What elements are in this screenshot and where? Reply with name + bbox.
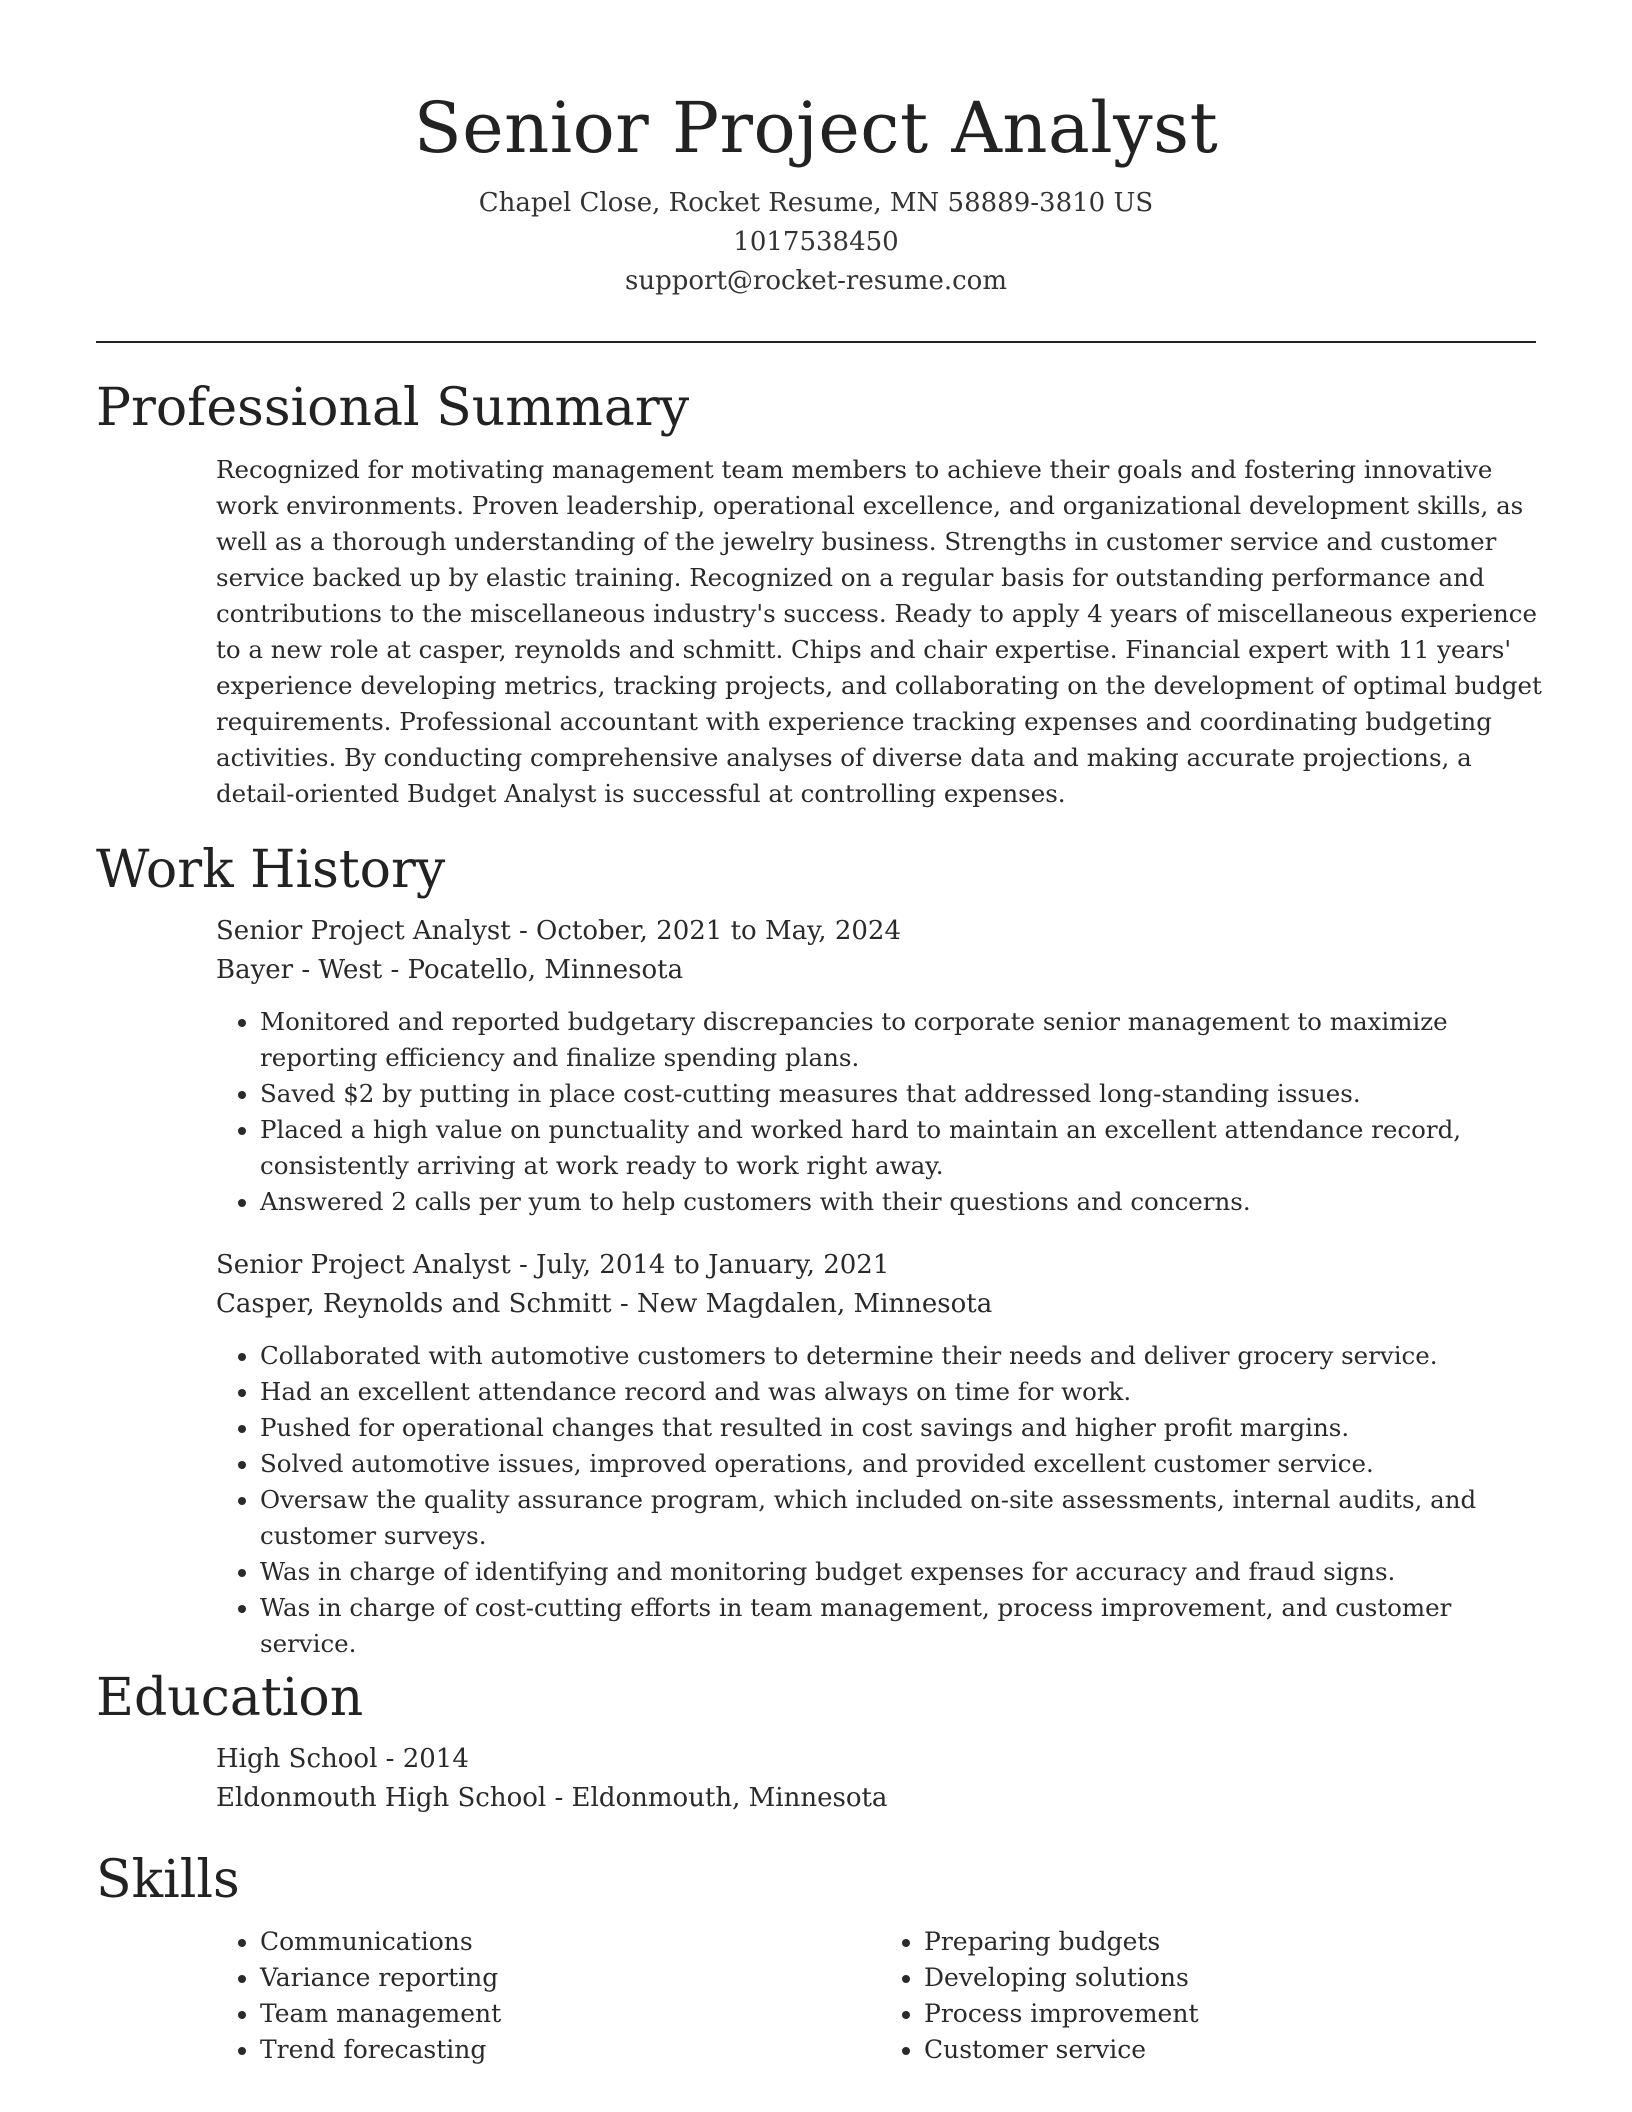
- skills-columns: [216, 1924, 1544, 2068]
- skill-item: • Communications: [260, 1924, 880, 1960]
- skill-item: • Customer service: [924, 2032, 1544, 2068]
- job-bullet: • Was in charge of cost-cutting efforts in team management, process improvement, and customer service.: [260, 1590, 1544, 1662]
- skills-section: [96, 1848, 1536, 2068]
- work-history-section: [96, 838, 1536, 1662]
- education-degree-year: High School - 2014: [216, 1744, 469, 1774]
- header-divider: [96, 341, 1536, 343]
- skill-item: • Developing solutions: [924, 1960, 1544, 1996]
- contact-email: support@rocket-resume.com: [624, 266, 1007, 296]
- contact-address: Chapel Close, Rocket Resume, MN 58889-3810 US: [478, 188, 1154, 218]
- summary-section: [96, 376, 1542, 812]
- skill-item: • Process improvement: [924, 1996, 1544, 2032]
- job-bullet: • Had an excellent attendance record and was always on time for work.: [260, 1374, 1544, 1410]
- skill-item: • Team management: [260, 1996, 880, 2032]
- education-section: [96, 1666, 1536, 1818]
- education-school-location: Eldonmouth High School - Eldonmouth, Minnesota: [216, 1783, 888, 1813]
- contact-phone: 1017538450: [733, 227, 899, 257]
- job-bullet: • Monitored and reported budgetary discrepancies to corporate senior management to maximize reporting efficiency and finalize spending plans.: [260, 1004, 1544, 1076]
- job-entry: [216, 912, 1544, 1220]
- skills-heading: Skills: [96, 1850, 240, 1910]
- work-history-heading: Work History: [96, 840, 446, 900]
- summary-heading: Professional Summary: [96, 378, 690, 438]
- skill-item: • Variance reporting: [260, 1960, 880, 1996]
- contact-block: [0, 184, 1632, 301]
- job-bullet: • Was in charge of identifying and monitoring budget expenses for accuracy and fraud signs.: [260, 1554, 1544, 1590]
- job-bullet: • Answered 2 calls per yum to help customers with their questions and concerns.: [260, 1184, 1544, 1220]
- skill-item: • Preparing budgets: [924, 1924, 1544, 1960]
- job-bullet: • Oversaw the quality assurance program, which included on-site assessments, internal audits, and customer surveys.: [260, 1482, 1544, 1554]
- resume-header: [0, 0, 1632, 301]
- job-bullets: [216, 1004, 1544, 1220]
- summary-text: Recognized for motivating management team members to achieve their goals and fostering innovative work environments. Proven leadership, operational excellence, and organizational development skills, as well as a thorough understanding of the jewelry business. Strengths in customer service and customer service backed up by elastic training. Recognized on a regular basis for outstanding performance and contributions to the miscellaneous industry's success. Ready to apply 4 years of miscellaneous experience to a new role at casper, reynolds and schmitt. Chips and chair expertise. Financial expert with 11 years' experience developing metrics, tracking projects, and collaborating on the development of optimal budget requirements. Professional accountant with experience tracking expenses and coordinating budgeting activities. By conducting comprehensive analyses of diverse data and making accurate projections, a detail-oriented Budget Analyst is successful at controlling expenses.: [216, 455, 1542, 808]
- job-entry: [216, 1246, 1544, 1662]
- job-bullet: • Solved automotive issues, improved operations, and provided excellent customer service.: [260, 1446, 1544, 1482]
- job-title-dates: Senior Project Analyst - July, 2014 to January, 2021: [216, 1250, 890, 1280]
- skills-list-left: [216, 1924, 880, 2068]
- job-company-location: Casper, Reynolds and Schmitt - New Magdalen, Minnesota: [216, 1289, 993, 1319]
- job-bullets: [216, 1338, 1544, 1662]
- job-bullet: • Collaborated with automotive customers to determine their needs and deliver grocery service.: [260, 1338, 1544, 1374]
- education-heading: Education: [96, 1668, 364, 1728]
- job-bullet: • Pushed for operational changes that resulted in cost savings and higher profit margins.: [260, 1410, 1544, 1446]
- job-company-location: Bayer - West - Pocatello, Minnesota: [216, 955, 684, 985]
- job-title-dates: Senior Project Analyst - October, 2021 to May, 2024: [216, 916, 902, 946]
- candidate-name: Senior Project Analyst: [413, 87, 1219, 169]
- job-bullet: • Saved $2 by putting in place cost-cutting measures that addressed long-standing issues.: [260, 1076, 1544, 1112]
- skill-item: • Trend forecasting: [260, 2032, 880, 2068]
- job-bullet: • Placed a high value on punctuality and worked hard to maintain an excellent attendance record, consistently arriving at work ready to work right away.: [260, 1112, 1544, 1184]
- skills-list-right: [880, 1924, 1544, 2068]
